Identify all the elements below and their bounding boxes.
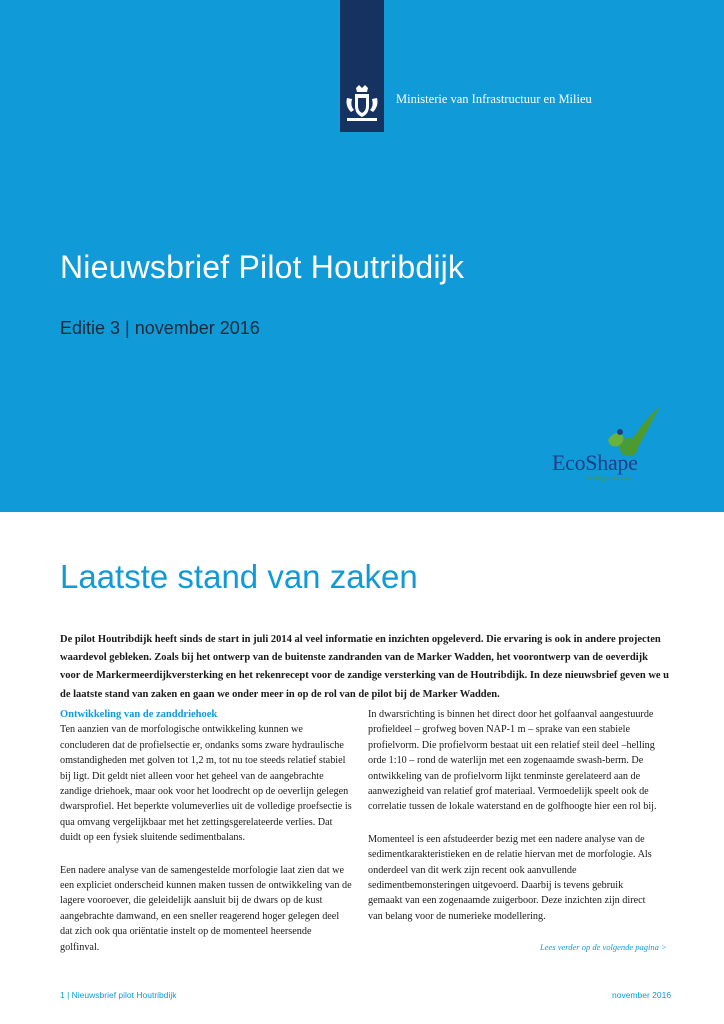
ministry-name: Ministerie van Infrastructuur en Milieu	[396, 92, 592, 106]
ecoshape-tagline: building with nature	[585, 476, 634, 482]
footer-date: november 2016	[612, 990, 672, 1000]
dutch-coat-of-arms-icon	[343, 84, 381, 124]
left-paragraph-2: Een nadere analyse van de samengestelde morfologie laat zien dat we een expliciet onderscheid kunnen maken tussen de ontwikkeling van de lagere vooroever, die geleidelijk aansluit bij de dwars op de kust aangebrachte damwand, en een sneller reagerend hoger gelegen deel dat zich ook qua oriëntatie instelt op de momenteel heersende golfinval.	[60, 864, 352, 953]
footer-page-label: 1 | Nieuwsbrief pilot Houtribdijk	[60, 990, 177, 1000]
left-paragraph-1: Ten aanzien van de morfologische ontwikkeling kunnen we concluderen dat de profielsectie er, ondanks soms zware hydraulische omstandigheden met golven tot 1,2 m, tot nu toe steeds relatief stabiel bij ligt. Dit geldt niet alleen voor het geheel van de aangebrachte zandige driehoek, maar ook voor het loodrecht op de oeverlijn gelegen dwarsprofiel. Het beperkte volumeverlies uit de volledige proefsectie is qua omvang vergelijkbaar met het zettingsgerelateerde verlies. Dat duidt op een fysiek sluitende sedimentbalans.	[60, 724, 352, 844]
intro-paragraph: De pilot Houtribdijk heeft sinds de start in juli 2014 al veel informatie en inzichten opgeleverd. Die ervaring is ook in andere projecten waardevol gebleken. Zoals bij het ontwerp van de buitenste zandranden van de Marker Wadden, het voorontwerp van de oeverdijk voor de Markermeerdijkversterking en het rekenrecept voor de zandige versterking van de Houtribdijk. In deze nieuwsbrief geven we u de laatste stand van zaken en gaan we onder meer in op de rol van de pilot bij de Marker Wadden.	[60, 634, 670, 700]
left-column	[60, 707, 352, 955]
newsletter-title: Nieuwsbrief Pilot Houtribdijk	[60, 249, 465, 285]
right-paragraph-2: Momenteel is een afstudeerder bezig met een nadere analyse van de sedimentkarakteristieken en de relatie hiervan met de morfologie. Als onderdeel van dit werk zijn recent ook aanvullende sedimentbemonsteringen uitgevoerd. Daarbij is tevens gebruik gemaakt van een zogenaamde zuigerboor. Deze inzichten zijn direct van belang voor de numerieke modellering.	[368, 833, 652, 922]
read-more-link[interactable]: Lees verder op de volgende pagina >	[540, 942, 667, 952]
right-paragraph-1: In dwarsrichting is binnen het direct door het golfaanval aangestuurde profieldeel – grofweg boven NAP-1 m – sprake van een stabiele profielvorm. Die profielvorm bestaat uit een relatief steil deel –helling orde 1:10 – rond de waterlijn met een zogenaamde swash-berm. De ontwikkeling van de profielvorm lijkt tenminste gerelateerd aan de aanwezigheid van relatief grof materiaal. Vermoedelijk speelt ook de correlatie tussen de lokale waterstand en de golfhoogte hier een rol bij.	[368, 709, 657, 813]
edition-label: Editie 3 | november 2016	[60, 318, 260, 338]
right-column	[368, 707, 660, 924]
ecoshape-wordmark: EcoShape	[552, 450, 638, 475]
subheading-zanddriehoek: Ontwikkeling van de zanddriehoek	[60, 709, 218, 720]
section-title: Laatste stand van zaken	[60, 558, 418, 595]
